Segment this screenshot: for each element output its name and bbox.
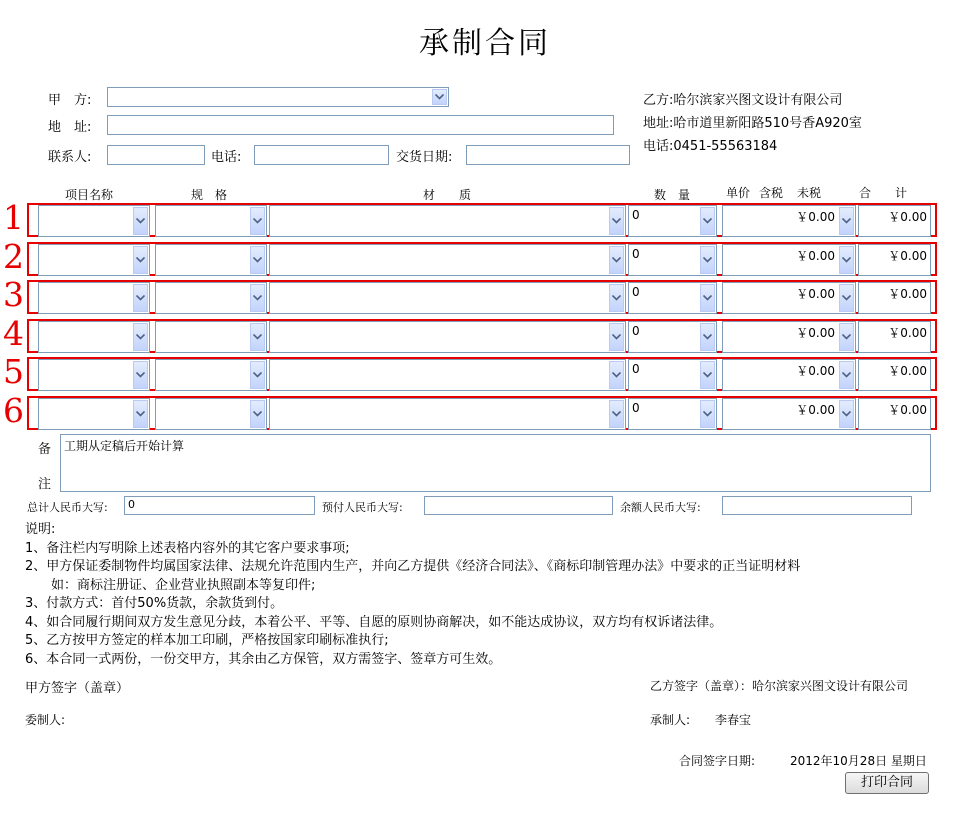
delivery-date-label: 交货日期: — [396, 150, 453, 165]
chevron-down-icon — [839, 323, 854, 351]
total-value: ￥0.00 — [888, 287, 927, 301]
row-number: 6 — [3, 391, 24, 430]
balance-amount-field[interactable] — [722, 496, 912, 515]
notes-item: 如：商标注册证、企业营业执照副本等复印件; — [25, 577, 316, 593]
header-quantity: 数 量 — [654, 188, 691, 202]
total-amount-field[interactable]: 0 — [124, 496, 315, 515]
chevron-down-icon — [609, 323, 624, 351]
unit-price-select[interactable] — [722, 398, 856, 430]
chevron-down-icon — [133, 400, 148, 428]
party-a-select[interactable] — [107, 87, 449, 107]
material-select[interactable] — [269, 359, 626, 391]
chevron-down-icon — [133, 246, 148, 274]
chevron-down-icon — [609, 246, 624, 274]
remarks-textarea[interactable] — [60, 434, 931, 492]
quantity-value: 0 — [632, 362, 640, 376]
total-field[interactable] — [858, 244, 931, 276]
material-select[interactable] — [269, 282, 626, 314]
notes-item: 6、本合同一式两份，一份交甲方，其余由乙方保管，双方需签字、签章方可生效。 — [25, 651, 502, 667]
notes-item: 5、乙方按甲方签定的样本加工印刷，严格按国家印刷标准执行; — [25, 633, 389, 648]
quantity-value: 0 — [632, 247, 640, 261]
header-spec: 规 格 — [191, 188, 228, 202]
unit-price-select[interactable] — [722, 359, 856, 391]
notes-heading: 说明: — [25, 522, 56, 537]
header-total: 合 计 — [859, 186, 908, 200]
phone-label: 电话: — [211, 150, 242, 165]
spec-select[interactable] — [155, 398, 267, 430]
total-field[interactable] — [858, 205, 931, 237]
party-b-phone: 电话:0451-55563184 — [643, 139, 778, 154]
unit-price-value: ￥0.00 — [796, 210, 835, 224]
chevron-down-icon — [839, 246, 854, 274]
total-field[interactable] — [858, 359, 931, 391]
chevron-down-icon — [839, 207, 854, 235]
maker-name: 李春宝 — [715, 713, 752, 727]
chevron-down-icon — [250, 284, 265, 312]
notes-item: 3、付款方式：首付50%货款，余款货到付。 — [25, 596, 284, 611]
unit-price-select[interactable] — [722, 205, 856, 237]
item-name-select[interactable] — [38, 205, 150, 237]
quantity-value: 0 — [632, 285, 640, 299]
header-material: 材 质 — [423, 188, 472, 202]
chevron-down-icon — [609, 284, 624, 312]
unit-price-select[interactable] — [722, 321, 856, 353]
notes-item: 4、如合同履行期间双方发生意见分歧，本着公平、平等、自愿的原则协商解决，如不能达成协议，双方均有权诉诸法律。 — [25, 614, 723, 630]
party-b-name: 乙方:哈尔滨家兴图文设计有限公司 — [643, 93, 843, 108]
quantity-value: 0 — [632, 324, 640, 338]
item-name-select[interactable] — [38, 321, 150, 353]
total-amount-label: 总计人民币大写: — [27, 501, 108, 514]
unit-price-value: ￥0.00 — [796, 403, 835, 417]
party-b-address: 地址:哈市道里新阳路510号香A920室 — [643, 116, 862, 131]
quantity-select[interactable] — [628, 321, 717, 353]
header-unit-price: 单价 — [726, 186, 751, 200]
address-label: 地 址: — [48, 120, 92, 135]
chevron-down-icon — [250, 361, 265, 389]
header-tax-included: 含税 — [759, 186, 784, 200]
chevron-down-icon — [839, 361, 854, 389]
chevron-down-icon — [250, 323, 265, 351]
chevron-down-icon — [133, 284, 148, 312]
prepaid-amount-field[interactable] — [424, 496, 613, 515]
contact-label: 联系人: — [48, 150, 92, 165]
spec-select[interactable] — [155, 205, 267, 237]
chevron-down-icon — [700, 207, 715, 235]
contact-field[interactable] — [107, 145, 205, 165]
quantity-select[interactable] — [628, 205, 717, 237]
total-value: ￥0.00 — [888, 210, 927, 224]
total-value: ￥0.00 — [888, 326, 927, 340]
notes — [25, 521, 800, 669]
party-a-signature: 甲方签字（盖章） — [25, 681, 130, 696]
chevron-down-icon — [700, 284, 715, 312]
quantity-value: 0 — [632, 401, 640, 415]
material-select[interactable] — [269, 205, 626, 237]
chevron-down-icon — [700, 361, 715, 389]
remarks-label-top: 备 — [38, 442, 52, 457]
prepaid-amount-label: 预付人民币大写: — [322, 501, 403, 514]
quantity-select[interactable] — [628, 244, 717, 276]
chevron-down-icon — [839, 284, 854, 312]
row-number: 4 — [3, 314, 24, 353]
balance-amount-label: 余额人民币大写: — [620, 501, 701, 514]
row-number: 2 — [3, 237, 24, 276]
quantity-select[interactable] — [628, 359, 717, 391]
total-field[interactable] — [858, 321, 931, 353]
chevron-down-icon — [700, 400, 715, 428]
chevron-down-icon — [133, 361, 148, 389]
spec-select[interactable] — [155, 244, 267, 276]
chevron-down-icon — [250, 207, 265, 235]
remarks-label-bottom: 注 — [38, 477, 52, 492]
material-select[interactable] — [269, 321, 626, 353]
remarks-value: 工期从定稿后开始计算 — [64, 439, 185, 453]
maker-label: 承制人: — [650, 713, 691, 727]
page-title: 承制合同 — [419, 26, 551, 61]
party-b-signature: 乙方签字（盖章）：哈尔滨家兴图文设计有限公司 — [650, 679, 909, 693]
material-select[interactable] — [269, 244, 626, 276]
item-name-select[interactable] — [38, 244, 150, 276]
unit-price-value: ￥0.00 — [796, 364, 835, 378]
spec-select[interactable] — [155, 321, 267, 353]
address-field[interactable] — [107, 115, 614, 135]
phone-field[interactable] — [254, 145, 389, 165]
row-number: 1 — [3, 198, 24, 237]
chevron-down-icon — [432, 89, 447, 105]
unit-price-value: ￥0.00 — [796, 287, 835, 301]
item-name-select[interactable] — [38, 359, 150, 391]
row-number: 5 — [3, 352, 24, 391]
quantity-select[interactable] — [628, 282, 717, 314]
unit-price-value: ￥0.00 — [796, 249, 835, 263]
total-value: ￥0.00 — [888, 249, 927, 263]
chevron-down-icon — [609, 207, 624, 235]
notes-item: 1、备注栏内写明除上述表格内容外的其它客户要求事项; — [25, 540, 350, 556]
material-select[interactable] — [269, 398, 626, 430]
chevron-down-icon — [133, 323, 148, 351]
quantity-select[interactable] — [628, 398, 717, 430]
sign-date-value: 2012年10月28日 星期日 — [790, 754, 927, 768]
party-a-label: 甲 方: — [48, 93, 92, 108]
spec-select[interactable] — [155, 282, 267, 314]
total-value: ￥0.00 — [888, 364, 927, 378]
total-value: ￥0.00 — [888, 403, 927, 417]
chevron-down-icon — [250, 400, 265, 428]
unit-price-value: ￥0.00 — [796, 326, 835, 340]
total-field[interactable] — [858, 398, 931, 430]
print-contract-button[interactable]: 打印合同 — [845, 772, 929, 794]
item-name-select[interactable] — [38, 398, 150, 430]
sign-date-label: 合同签字日期: — [679, 754, 756, 768]
quantity-value: 0 — [632, 208, 640, 222]
unit-price-select[interactable] — [722, 244, 856, 276]
chevron-down-icon — [609, 400, 624, 428]
notes-item: 2、甲方保证委制物件均属国家法律、法规允许范围内生产，并向乙方提供《经济合同法》、《商标印制管理办法》中要求的正当证明材料 — [25, 559, 801, 574]
chevron-down-icon — [250, 246, 265, 274]
chevron-down-icon — [839, 400, 854, 428]
header-item-name: 项目名称 — [65, 188, 114, 202]
total-field[interactable] — [858, 282, 931, 314]
spec-select[interactable] — [155, 359, 267, 391]
row-number: 3 — [3, 275, 24, 314]
delivery-date-field[interactable] — [466, 145, 630, 165]
item-name-select[interactable] — [38, 282, 150, 314]
chevron-down-icon — [700, 246, 715, 274]
chevron-down-icon — [609, 361, 624, 389]
chevron-down-icon — [133, 207, 148, 235]
commissioner-label: 委制人: — [25, 713, 66, 727]
chevron-down-icon — [700, 323, 715, 351]
unit-price-select[interactable] — [722, 282, 856, 314]
header-tax-excluded: 未税 — [797, 186, 822, 200]
